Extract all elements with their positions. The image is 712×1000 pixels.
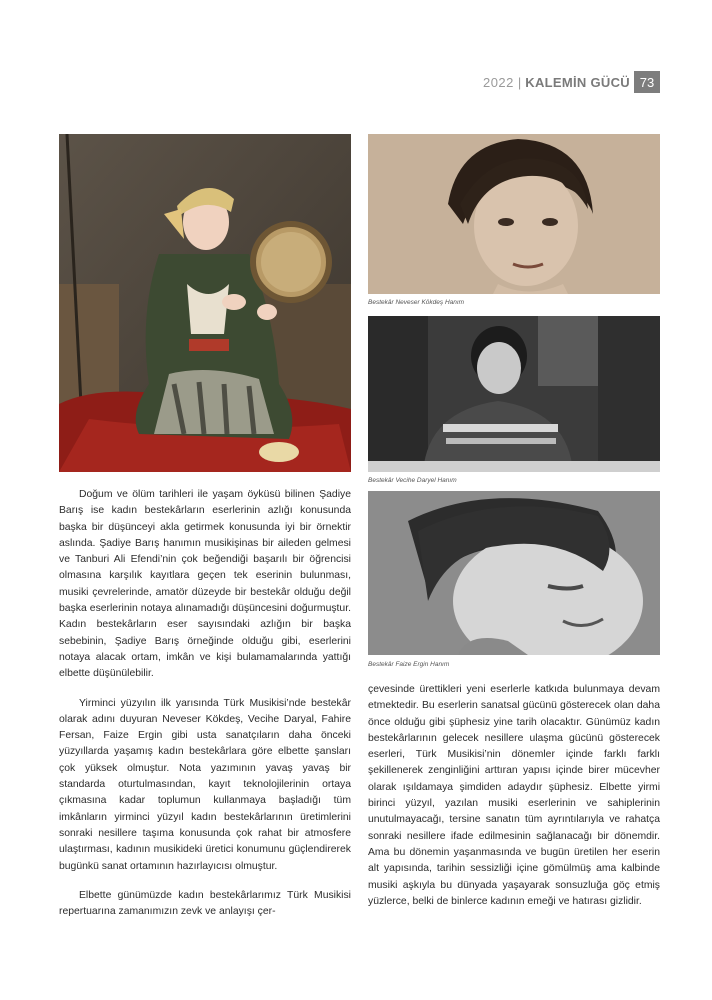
- caption-photo-1: Bestekâr Neveser Kökdeş Hanım: [368, 299, 465, 306]
- paragraph: Yirminci yüzyılın ilk yarısında Türk Musikisi’nde bestekâr olarak adını duyuran Neveser Kökdeş, Vecihe Daryal, Fahire Fersan, Faize Ergin gibi usta sanatçıların daha önceki yüzyıllarda yaşamış kadın bestekârlara göre elbette şansları çok yüksek olmuştur. Nota yazımının yavaş yavaş bir standarda oturtulmasından, kayıt teknolojilerinin ortaya çıkmasına kadar toplumun kullanmaya başladığı tüm imkânların yirminci yüzyıl kadın bestekârlarının üretimlerini sonraki nesillere taşıma konusunda çok rahat bir atmosfere ulaştırması, kadının musikideki üretici konumunu güçlendirerek bugünkü sanat ortamının hazırlayıcısı olmuştur.: [59, 697, 351, 872]
- photo-vecihe-daryel: [368, 316, 660, 472]
- paragraph: Elbette günümüzde kadın bestekârlarımız Türk Musikisi repertuarına zamanımızın zevk ve anlayışı çer-: [59, 889, 351, 918]
- caption-photo-2: Bestekâr Vecihe Daryel Hanım: [368, 477, 457, 484]
- caption-photo-3: Bestekâr Faize Ergin Hanım: [368, 661, 450, 668]
- photo-faize-ergin: [368, 491, 660, 655]
- photo-neveser-kokdes: [368, 134, 660, 294]
- header-separator: |: [517, 74, 522, 90]
- right-text-column: [368, 682, 660, 910]
- page-header: [483, 71, 660, 93]
- painting-woman-with-tambourine: [59, 134, 351, 472]
- paragraph: Doğum ve ölüm tarihleri ile yaşam öyküsü bilinen Şadiye Barış ise kadın bestekârların eserlerinin azlığı konusunda başka bir düşünceyi akla getirmek konusunda iyi bir örnektir aslında. Şadiye Barış hanımın musikişinas bir aileden gelmesi ve Tanburi Ali Efendi’nin çok beğendiği başarılı bir öğrencisi olmasına karşılık kayıtlara geçen tek eserinin bulunması, musiki çevrelerinde, amatör düzeyde bir bestekâr olduğu değil başka eserlerinin notaya alınamadığı düşüncesini doğurmuştur. Kadın bestekârların eser sayısındaki azlığın bir başka sebebinin, Şadiye Barış örneğinde olduğu gibi, eserlerini notaya alacak ortam, imkân ve kişi bulamamalarında yattığı elbette düşünülebilir.: [59, 489, 351, 680]
- portrait-photo-icon: [368, 134, 660, 294]
- portrait-photo-icon: [368, 316, 660, 472]
- painting-woman-with-tambourine-icon: [59, 134, 351, 472]
- page-number: 73: [634, 71, 660, 93]
- portrait-photo-icon: [368, 491, 660, 655]
- paragraph: çevesinde ürettikleri yeni eserlerle katkıda bulunmaya devam etmektedir. Bu eserlerin sanatsal gücünü gösterecek olan daha önce olduğu gibi şüphesiz yine tarih olacaktır. Günümüz kadın bestekârlarının gelecek nesillere ulaşma gücünü gösterecek eserleri, Türk Musikisi’nin dönemler içinde farklı farklı şekillenerek zenginliğini arttıran yapısı içinde birer mücevher olarak ışıldamaya şimdiden adaydır şüphesiz. Elbette yirmi birinci yüzyıl, yazılan musiki eserlerinin ve sahiplerinin unutulmayacağı, tersine sanatın tüm ayrıntılarıyla ve rahatça sonraki nesillere ifade edilmesinin sağlanacağı bir dönemdir. Ama bu dönemin yaşanmasında ve bugün üretilen her eserin alt yapısında, tarihin sessizliği içine gömülmüş ama kalbinde musiki aşkıyla bu dünyada yaşayarak sonsuzluğa göç etmiş yüzlerce, belki de binlerce kadının emeği ve hatırası gizlidir.: [368, 684, 660, 907]
- magazine-title: KALEMİN GÜCÜ: [525, 74, 630, 90]
- header-year: 2022: [482, 74, 514, 90]
- left-text-column: [59, 487, 351, 920]
